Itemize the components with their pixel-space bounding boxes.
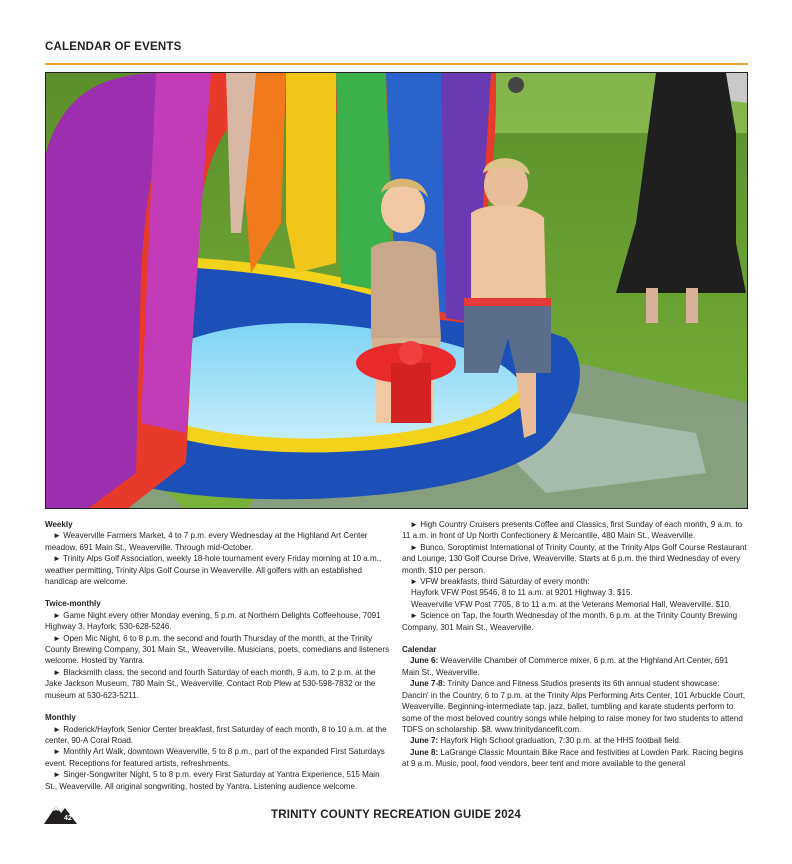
vfw-line: Hayfork VFW Post 9546, 8 to 11 a.m. at 9201 Highway 3. $15. <box>411 588 633 598</box>
twice-monthly-heading: Twice-monthly <box>45 599 101 609</box>
events-column-left <box>45 519 390 792</box>
event-item: ► Blacksmith class, the second and fourth Saturday of each month, 9 a.m. to 2 p.m. at the Jake Jackson Museum, 780 Main St., Weaverville. Contact Rob Plew at 530-598-7832 or the museum at 530-623-5211. <box>45 667 376 700</box>
event-item: ► Weaverville Farmers Market, 4 to 7 p.m. every Wednesday at the Highland Art Center meadow, 691 Main St., Weaverville. Through mid-October. <box>45 531 368 552</box>
photo <box>45 72 748 509</box>
calendar-entry <box>402 678 747 735</box>
event-item: ► High Country Cruisers presents Coffee and Classics, first Sunday of each month, 9 a.m. to 11 a.m. in front of Up North Confectionery & Mercantile, 480 Main St., Weaverville. <box>402 520 743 541</box>
calendar-text: Hayfork High School graduation, 7:30 p.m. at the HHS football field. <box>438 736 682 746</box>
event-item: ► VFW breakfasts, third Saturday of every month: <box>410 577 590 587</box>
event-item: ► Monthly Art Walk, downtown Weaverville, 5 to 8 p.m., part of the expanded First Saturdays event. Receptions for featured artists, refreshments. <box>45 747 385 768</box>
event-item: ► Bunco, Soroptimist International of Trinity County, at the Trinity Alps Golf Course Restaurant and Lounge, 130 Golf Course Drive, Weaverville. Starts at 6 p.m. the third Wednesday of every month. $10 per person. <box>402 542 747 575</box>
event-item: ► Open Mic Night, 6 to 8 p.m. the second and fourth Thursday of the month, at the Trinity County Brewing Company, 301 Main St., Weaverville. Musicians, poets, comedians and listeners welcome. Hosted by Yantra. <box>45 633 390 666</box>
event-item: ► Singer-Songwriter Night, 5 to 8 p.m. every First Saturday at Yantra Experience, 515 Main St., Weaverville. All original songwriting, hosted by Yantra. Listening audience welcome. <box>45 770 380 791</box>
accent-rule <box>45 63 748 65</box>
calendar-date: June 7: <box>410 736 439 746</box>
calendar-entry <box>402 655 747 678</box>
calendar-entry <box>402 747 747 770</box>
monthly-heading: Monthly <box>45 713 76 723</box>
calendar-heading: Calendar <box>402 645 437 655</box>
weekly-heading: Weekly <box>45 520 73 529</box>
calendar-text: LaGrange Classic Mountain Bike Race and festivities at Lowden Park. Racing begins at 9 a.m. Music, pool, food vendors, beer tent and more available to the general <box>402 747 744 769</box>
calendar-text: Weaverville Chamber of Commerce mixer, 6 p.m. at the Highland Art Center, 691 Main St., Weaverville. <box>402 656 729 677</box>
event-item: ► Roderick/Hayfork Senior Center breakfast, first Saturday of each month, 8 to 10 a.m. at the center, 90-A Coral Road. <box>45 724 387 745</box>
page-number: 42 <box>64 815 72 822</box>
calendar-text: Trinity Dance and Fitness Studios presents its 6th annual student showcase: Dancin' in the Country, 6 to 7 p.m. at the Trinity Alps Performing Arts Center, 101 Arbuckle Court, Weaverville. Beginning-intermediate tap, jazz, ballet, tumbling and karate students perform to some of the most beloved country songs while helping to raise money for two students to attend TDFS on scholarship. $8. www.trinitydancefit.com. <box>402 679 746 734</box>
calendar-date: June 7-8: <box>410 679 446 689</box>
vfw-line: Weaverville VFW Post 7705, 8 to 11 a.m. at the Veterans Memorial Hall, Weaverville. $10. <box>411 599 732 609</box>
calendar-date: June 8: <box>410 747 439 757</box>
event-item: ► Science on Tap, the fourth Wednesday of the month, 6 p.m. at the Trinity County Brewing Company, 301 Main St., Weaverville. <box>402 611 738 632</box>
event-item: ► Trinity Alps Golf Association, weekly 18-hole tournament every Friday morning at 10 a.m., weather permitting, Trinity Alps Golf Course in Weaverville. All golfers with an established handicap are welcome. <box>45 554 382 587</box>
calendar-date: June 6: <box>410 656 439 666</box>
events-column-right <box>402 519 747 770</box>
section-heading: CALENDAR OF EVENTS <box>45 41 182 53</box>
guide-title: TRINITY COUNTY RECREATION GUIDE 2024 <box>270 809 522 821</box>
calendar-entry <box>402 735 747 746</box>
event-item: ► Game Night every other Monday evening, 5 p.m. at Northern Delights Coffeehouse, 7091 Highway 3, Hayfork; 530-628-5246. <box>45 610 381 632</box>
